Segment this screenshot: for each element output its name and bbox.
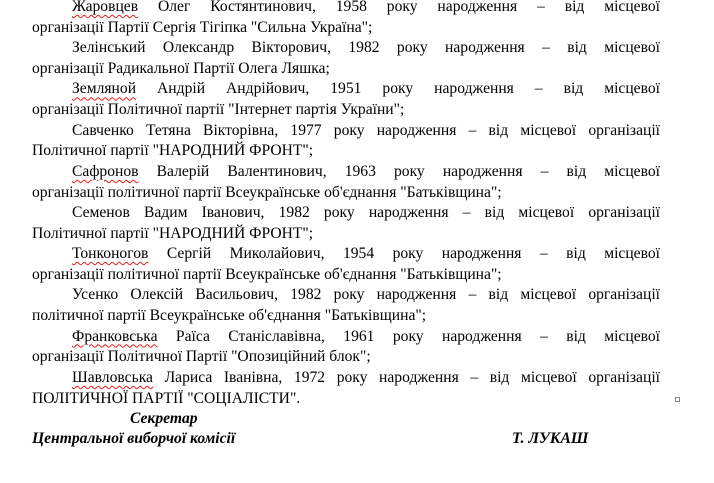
signature-title-line1: Секретар: [130, 410, 198, 427]
paragraph-mark-icon: [675, 397, 680, 402]
candidate-entry: [32, 79, 660, 120]
candidate-entry-line1: [32, 162, 660, 183]
candidate-entry-line1: [32, 285, 660, 306]
candidate-surname: Зелінський: [72, 39, 146, 57]
candidate-entry-line1: [32, 368, 660, 389]
candidate-entry: [32, 162, 660, 203]
candidate-surname: Усенко: [72, 286, 119, 304]
candidate-entry: [32, 121, 660, 162]
candidate-surname: Сафронов: [72, 162, 139, 180]
candidate-details: Вадим Іванович, 1982 року народження – від місцевої організації: [143, 204, 660, 221]
candidate-organization: організації Політичної партії "Інтернет партія України";: [32, 101, 405, 119]
candidate-entry: [32, 0, 660, 38]
candidate-surname: Земляной: [72, 80, 137, 98]
candidate-entry-line1: [32, 0, 660, 18]
signature-name: Т. ЛУКАШ: [512, 430, 589, 447]
candidate-entry: [32, 368, 660, 409]
candidate-details: Валерій Валентинович, 1963 року народження – від місцевої: [156, 162, 660, 180]
candidate-organization: ПОЛІТИЧНОЇ ПАРТІЇ "СОЦІАЛІСТИ".: [32, 389, 301, 407]
candidate-organization: Політичної партії "НАРОДНИЙ ФРОНТ";: [32, 224, 314, 242]
candidate-entry-line1: [32, 244, 660, 265]
candidate-entry-line1: [32, 121, 660, 142]
candidate-details: Тетяна Вікторівна, 1977 року народження – від місцевої організації: [145, 121, 660, 139]
signature-title-line2: Центральної виборчої комісії: [32, 430, 236, 447]
candidate-entry-line1: [32, 327, 660, 348]
candidate-organization: організації Радикальної Партії Олега Ляшка;: [32, 59, 330, 77]
candidate-surname: Франковська: [72, 327, 158, 345]
candidate-details: Раїса Станіславівна, 1961 року народження – від місцевої: [175, 327, 660, 345]
candidate-organization: організації Партії Сергія Тігіпка "Сильна Україна";: [32, 18, 373, 36]
candidate-surname: Семенов: [72, 204, 130, 221]
candidate-details: Лариса Іванівна, 1972 року народження – від місцевої організації: [164, 368, 660, 386]
candidate-entry: [32, 203, 660, 244]
candidate-entry: [32, 327, 660, 368]
candidate-organization: Політичної партії "НАРОДНИЙ ФРОНТ";: [32, 142, 314, 160]
candidate-details: Сергій Миколайович, 1954 року народження – від місцевої: [166, 245, 660, 263]
candidate-details: Андрій Андрійович, 1951 року народження – від місцевої: [157, 80, 660, 98]
candidate-organization: організації політичної партії Всеукраїнське об'єднання "Батьківщина";: [32, 183, 502, 201]
candidate-organization: організації Політичної Партії "Опозиційний блок";: [32, 348, 371, 366]
candidate-entry-line1: [32, 38, 660, 59]
candidate-surname: Тонконогов: [72, 245, 149, 263]
candidate-entry-line1: [32, 79, 660, 100]
candidate-entry: [32, 38, 660, 79]
candidate-details: Олексій Васильович, 1982 року народження – від місцевої організації: [130, 286, 660, 304]
candidate-entry: [32, 244, 660, 285]
candidate-details: Олександр Вікторович, 1982 року народження – від місцевої: [162, 39, 660, 57]
candidate-entry-line1: [32, 203, 660, 224]
candidate-organization: політичної партії Всеукраїнське об'єднання "Батьківщина";: [32, 307, 427, 325]
candidate-entry: [32, 285, 660, 326]
candidate-organization: організації політичної партії Всеукраїнське об'єднання "Батьківщина";: [32, 265, 502, 283]
candidate-surname: Жаровцев: [72, 0, 139, 15]
candidate-surname: Савченко: [72, 121, 134, 139]
candidate-surname: Шавловська: [72, 368, 153, 386]
candidate-details: Олег Костянтинович, 1958 року народження – від місцевої: [157, 0, 660, 15]
